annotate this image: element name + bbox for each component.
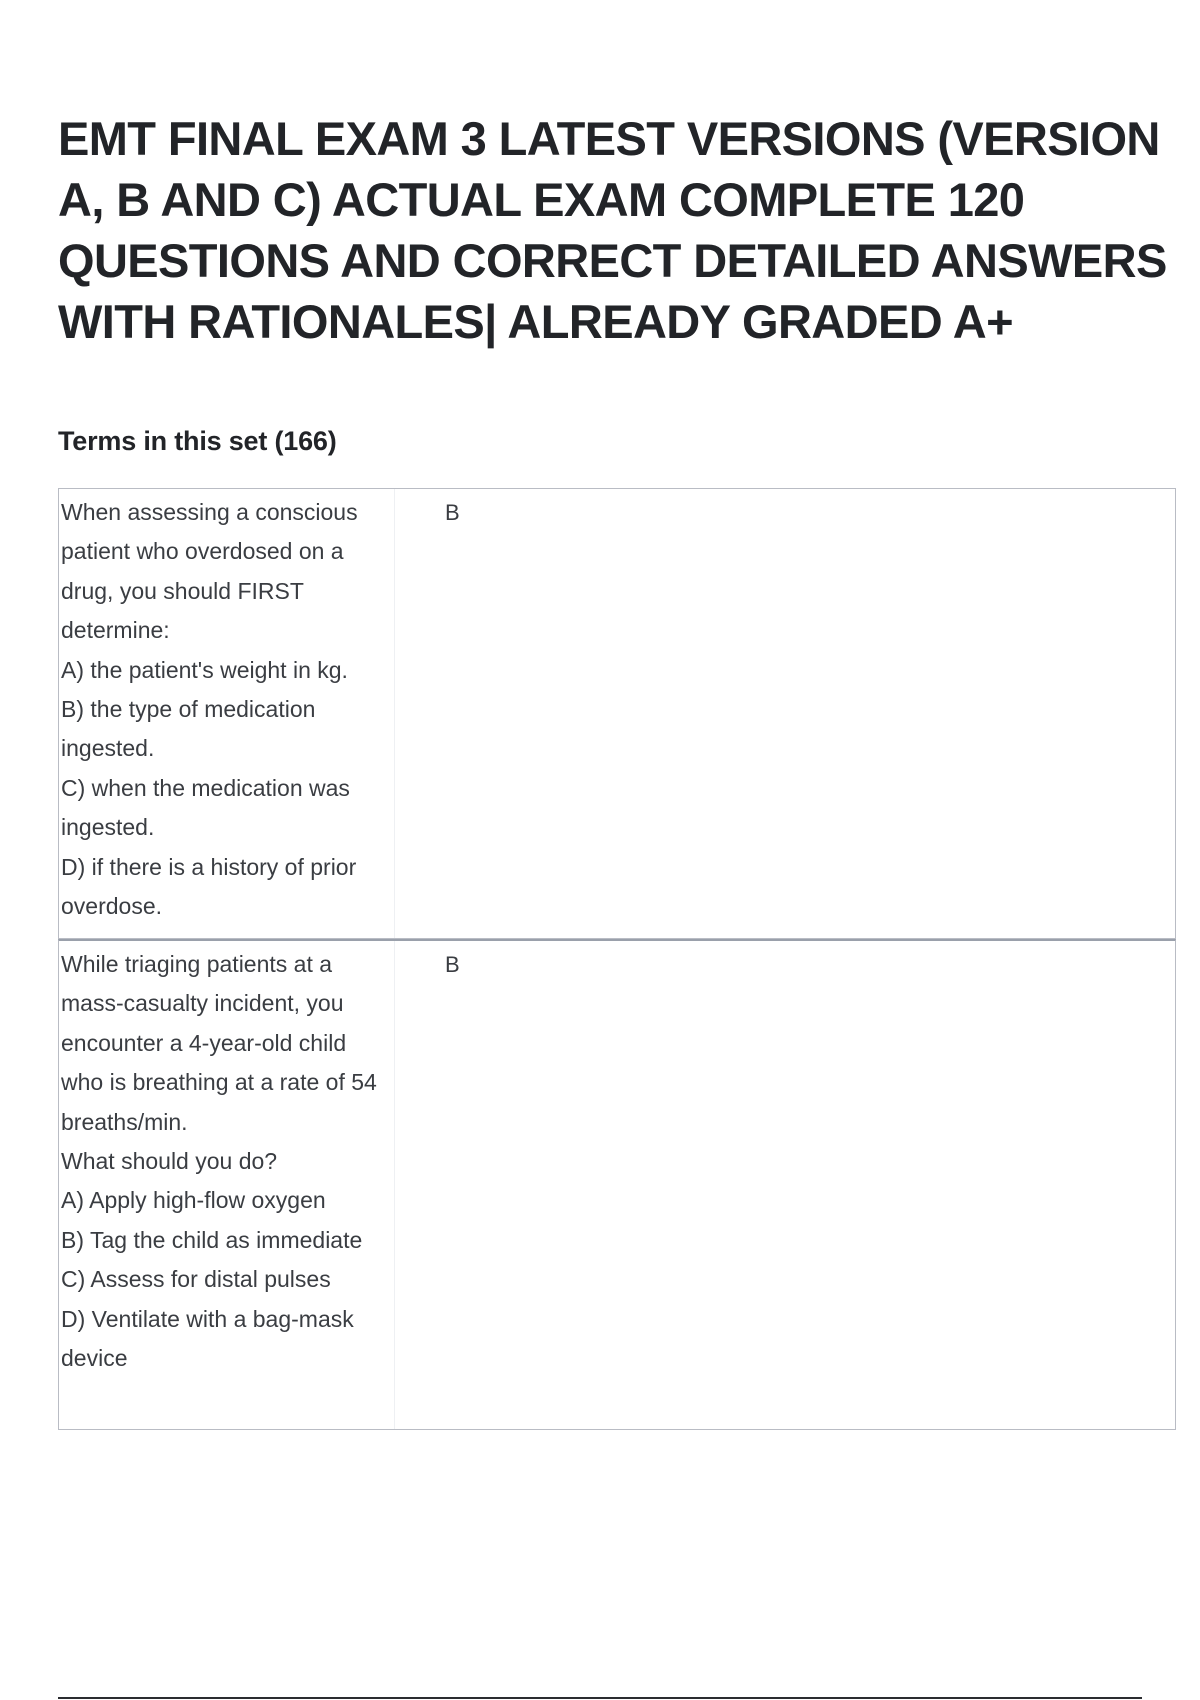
question-prompt: What should you do? [61,1148,278,1175]
question-text: While triaging patients at a mass-casualty incident, you encounter a 4-year-old child who is breathing at a rate of 54 breaths/min. [61,951,377,1135]
term-answer: B [445,500,460,525]
term-card [58,488,1176,939]
footer-divider [58,1697,1142,1699]
page-title: EMT FINAL EXAM 3 LATEST VERSIONS (VERSION A, B AND C) ACTUAL EXAM COMPLETE 120 QUESTIONS AND CORRECT DETAILED ANSWERS WITH RATIONALES| ALREADY GRADED A+ [58,112,1167,348]
terms-list [58,488,1176,1430]
option-a: A) the patient's weight in kg. [61,656,348,683]
option-d: D) Ventilate with a bag-mask device [61,1305,354,1372]
term-question [59,941,395,1429]
option-c: C) Assess for distal pulses [61,1266,331,1293]
term-answer: B [445,952,460,977]
term-card [58,939,1176,1430]
set-heading: Terms in this set (166) [58,426,337,456]
question-text: When assessing a conscious patient who overdosed on a drug, you should FIRST determine: [61,499,358,644]
term-question [59,489,395,938]
option-c: C) when the medication was ingested. [61,774,350,841]
option-a: A) Apply high-flow oxygen [61,1187,326,1214]
option-b: B) Tag the child as immediate [61,1226,363,1253]
option-d: D) if there is a history of prior overdose. [61,853,357,920]
option-b: B) the type of medication ingested. [61,696,316,762]
